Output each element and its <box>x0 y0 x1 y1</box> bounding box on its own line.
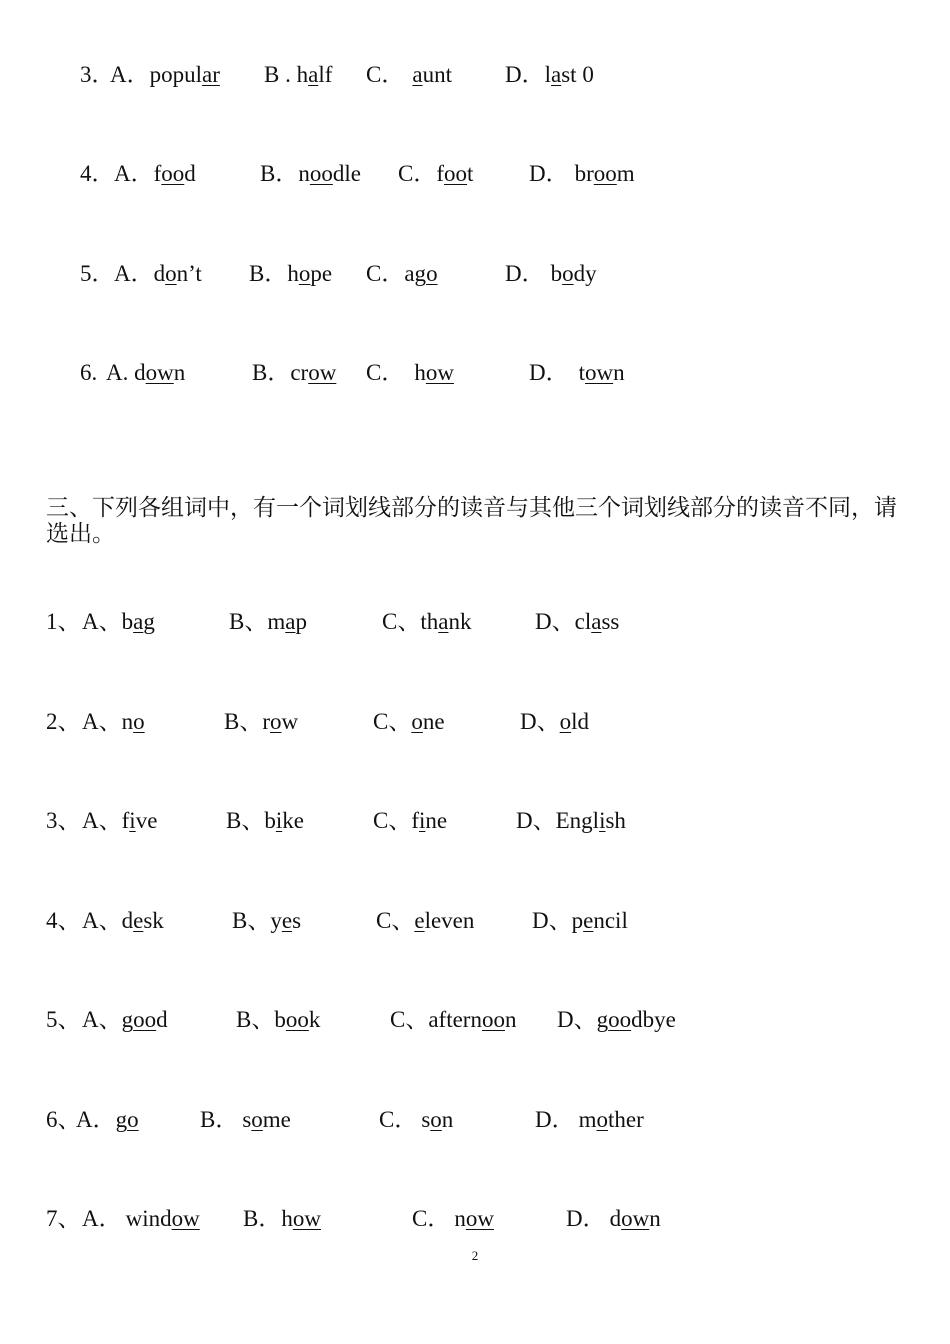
option-b: B、row <box>224 709 299 734</box>
question-number: 5． <box>80 261 115 286</box>
option-b: B．noodle <box>260 161 361 186</box>
question-number: 7、 <box>46 1206 81 1231</box>
option-b: B、map <box>229 609 307 634</box>
section-heading: 三、下列各组词中，有一个词划线部分的读音与其他三个词划线部分的读音不同，请选出。 <box>46 495 897 547</box>
option-d: D、goodbye <box>557 1007 676 1032</box>
option-c: C、afternoon <box>390 1007 517 1032</box>
question-number: 1、 <box>46 609 81 634</box>
option-d: D． broom <box>529 161 635 186</box>
option-a: A、bag <box>82 609 155 634</box>
option-c: C． aunt <box>366 62 452 87</box>
option-d: D、old <box>520 709 590 734</box>
option-a: A．food <box>114 161 196 186</box>
question-number: 6、 <box>46 1107 81 1132</box>
option-d: D． body <box>505 261 597 286</box>
option-d: D、English <box>516 808 626 833</box>
option-d: D． mother <box>535 1107 644 1132</box>
option-c: C、eleven <box>376 908 475 933</box>
option-b: B．crow <box>252 360 337 385</box>
option-a: A. down <box>106 360 186 385</box>
option-c: C、thank <box>382 609 472 634</box>
option-c: C、fine <box>373 808 448 833</box>
option-b: B． some <box>200 1107 291 1132</box>
option-a: A．don’t <box>114 261 202 286</box>
option-a: A． window <box>82 1206 200 1231</box>
option-d: D． town <box>529 360 625 385</box>
question-number: 2、 <box>46 709 81 734</box>
option-a: A、five <box>82 808 158 833</box>
option-d: D．last 0 <box>505 62 594 87</box>
option-d: D． down <box>566 1206 661 1231</box>
option-c: C． how <box>366 360 454 385</box>
option-c: C． now <box>412 1206 494 1231</box>
option-d: D、pencil <box>532 908 628 933</box>
question-number: 6. <box>80 360 98 385</box>
option-c: C．foot <box>398 161 474 186</box>
question-number: 3、 <box>46 808 81 833</box>
option-c: C、one <box>373 709 445 734</box>
option-c: C． son <box>379 1107 454 1132</box>
option-b: B、bike <box>226 808 304 833</box>
option-d: D、class <box>535 609 620 634</box>
option-a: A、good <box>82 1007 168 1032</box>
page-number: 2 <box>471 1248 479 1263</box>
option-a: A．go <box>76 1107 139 1132</box>
option-b: B、yes <box>232 908 302 933</box>
question-number: 5、 <box>46 1007 81 1032</box>
option-a: A、no <box>82 709 145 734</box>
option-b: B、book <box>236 1007 321 1032</box>
option-a: A、desk <box>82 908 164 933</box>
question-number: 4． <box>80 161 115 186</box>
option-c: C．ago <box>366 261 438 286</box>
option-b: B．hope <box>249 261 333 286</box>
question-number: 4、 <box>46 908 81 933</box>
option-a: A．popular <box>110 62 220 87</box>
option-b: B．how <box>243 1206 321 1231</box>
question-number: 3． <box>80 62 115 87</box>
option-b: B . half <box>264 62 333 87</box>
